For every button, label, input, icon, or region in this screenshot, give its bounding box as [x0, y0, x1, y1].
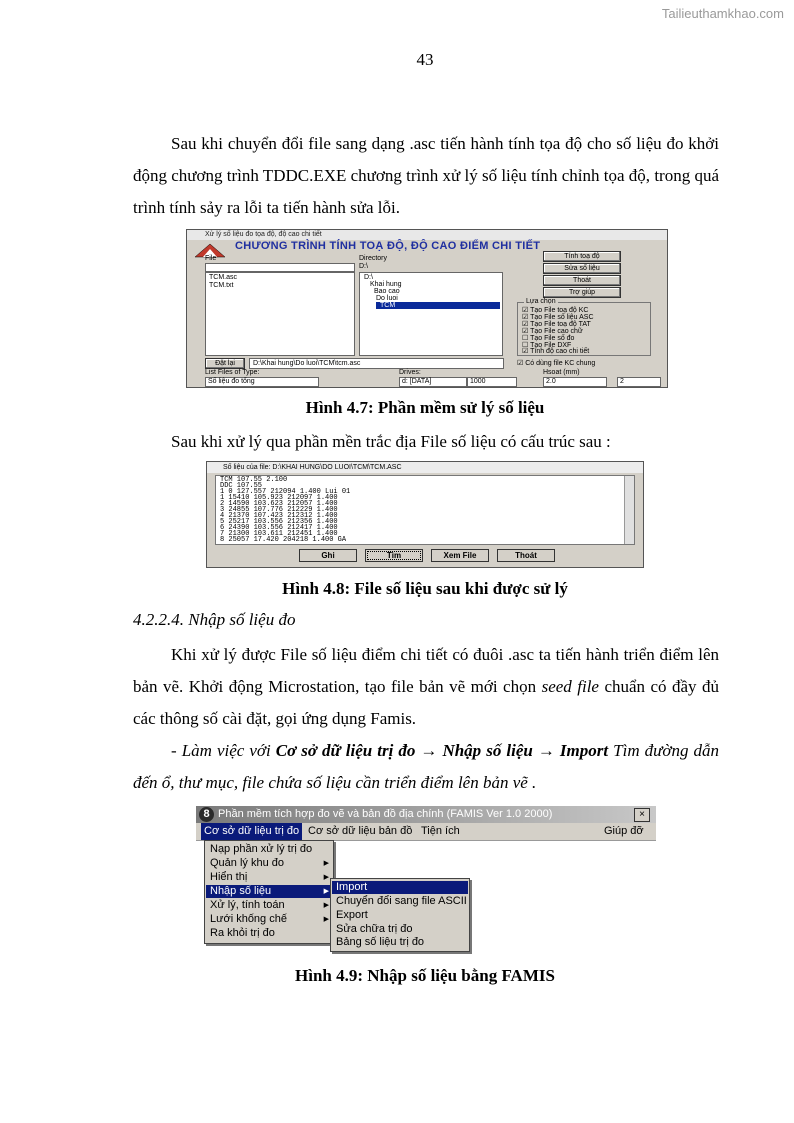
paragraph-3-text: Khi xử lý được File số liệu điểm chi tiết có đuôi .asc ta tiến hành triển điểm lên bản vẽ. Khởi động Microstation, tạo file bản vẽ mới chọn — [133, 645, 719, 696]
section-heading: 4.2.2.4. Nhập số liệu đo — [133, 610, 296, 629]
fig48-window-title: Số liệu của file: D:\KHAI HUNG\DO LUOI\TCM\TCM.ASC — [207, 462, 643, 473]
fig47-dir-item[interactable]: Do luoi — [376, 295, 398, 302]
figure-4-9-screenshot — [196, 806, 656, 954]
paragraph-4-menu-2: Nhập số liệu — [442, 741, 533, 760]
dropdown-item[interactable]: Nạp phần xử lý trị đo — [210, 843, 313, 855]
fig48-row: 8 25057 17.420 204218 1.400 GA — [220, 536, 347, 544]
dropdown-item[interactable]: Hiển thị — [210, 871, 248, 883]
fig47-drives-label: Drives: — [399, 369, 421, 376]
paragraph-3-end: chuẩn có đầy đủ các thông số cài đặt, gọi ứng dụng Famis. — [133, 677, 720, 728]
figure-4-8-caption: Hình 4.8: File số liệu sau khi được sử lý — [282, 579, 568, 598]
submenu-item-selected[interactable]: Import — [332, 881, 468, 894]
fig47-dir-item[interactable]: Bao cao — [374, 288, 400, 295]
paragraph-4-arrow: → — [420, 741, 438, 760]
fig48-row: 6 24390 103.556 212417 1.400 — [220, 524, 338, 532]
page-number: 43 — [416, 50, 434, 69]
submenu-item[interactable]: Bảng số liệu trị đo — [336, 936, 425, 948]
fig47-options-group — [517, 298, 651, 356]
paragraph-2-text: Sau khi xử lý qua phần mền trắc địa File số liệu có cấu trúc sau : — [171, 432, 611, 451]
dropdown-item[interactable]: Lưới khống chế — [210, 913, 287, 925]
fig47-dir-item[interactable]: Khai hung — [370, 281, 402, 288]
fig47-options-label: Lựa chọn — [526, 298, 556, 305]
fig48-row: 1 0 127.557 212094 1.400 Lui 01 — [220, 488, 351, 496]
fig49-menubar — [196, 823, 656, 841]
fig47-option[interactable]: ☑ Tính độ cao chi tiết — [522, 348, 590, 355]
fig48-row: 1 15410 105.923 212097 1.400 — [220, 494, 338, 502]
paragraph-4-menu-3: Import — [559, 741, 609, 760]
fig48-exit-button[interactable]: Thoát — [497, 549, 555, 562]
fig47-option[interactable]: ☐ Tạo File số đo — [522, 335, 575, 342]
submenu-item[interactable]: Sửa chữa trị đo — [336, 923, 413, 935]
fig47-dir-item[interactable]: D:\ — [364, 274, 373, 281]
fig47-compute-button[interactable]: Tính toạ độ — [543, 251, 621, 262]
fig47-height-label: Hsoat (mm) — [543, 369, 580, 376]
fig49-dropdown — [204, 840, 334, 944]
menu-database-maps[interactable]: Cơ sở dữ liệu bản đồ — [308, 825, 413, 837]
fig47-file-label: File — [205, 255, 217, 262]
fig47-exit-button[interactable]: Thoát — [543, 275, 621, 286]
fig47-option[interactable]: ☑ Tạo File toạ độ KC — [522, 307, 589, 314]
fig47-file-item[interactable]: TCM.asc — [209, 274, 237, 281]
fig47-file-input[interactable] — [205, 263, 355, 272]
fig48-scrollbar[interactable] — [624, 476, 634, 544]
fig47-option[interactable]: ☑ Tạo File số liệu ASC — [522, 314, 594, 321]
dropdown-item[interactable]: Xử lý, tính toán — [210, 899, 285, 911]
fig47-option[interactable]: ☑ Tạo File cao chữ — [522, 328, 583, 335]
paragraph-4-menu-1: Cơ sở dữ liệu trị đo — [275, 741, 416, 760]
fig47-file-item[interactable]: TCM.txt — [209, 282, 234, 289]
menu-help[interactable]: Giúp đỡ — [604, 825, 644, 837]
fig48-row: 5 25217 103.556 212356 1.400 — [220, 518, 338, 526]
fig48-row: 4 21370 107.423 212312 1.400 — [220, 512, 338, 520]
submenu-item[interactable]: Chuyển đổi sang file ASCII — [336, 895, 467, 907]
paragraph-3 — [133, 639, 719, 735]
submenu-item[interactable]: Export — [336, 909, 368, 921]
fig48-data-view[interactable] — [215, 475, 635, 545]
paragraph-3-emphasis: seed file — [541, 677, 599, 696]
fig47-reset-button[interactable]: Đặt lại — [205, 358, 245, 369]
fig48-view-file-button[interactable]: Xem File — [431, 549, 489, 562]
fig47-drive-select[interactable]: d: [DATA] — [399, 377, 467, 387]
menu-utilities[interactable]: Tiện ích — [421, 825, 460, 837]
paragraph-4-tail: Tìm đường dẫn đến ổ, thư mục, file chứa số liệu cần triển điểm lên bản vẽ . — [133, 741, 720, 792]
close-icon[interactable]: × — [634, 808, 650, 822]
fig48-save-button[interactable]: Ghi — [299, 549, 357, 562]
fig47-height-input[interactable]: 2.0 — [543, 377, 607, 387]
fig47-dir-path: D:\ — [359, 263, 368, 270]
figure-4-7-caption: Hình 4.7: Phần mềm sử lý số liệu — [305, 398, 545, 417]
fig49-submenu — [330, 878, 470, 952]
fig47-file-list[interactable] — [205, 272, 355, 356]
paragraph-4 — [133, 735, 719, 799]
fig47-help-button[interactable]: Trợ giúp — [543, 287, 621, 298]
fig48-row: 3 24855 107.776 212229 1.400 — [220, 506, 338, 514]
dropdown-item[interactable]: Quản lý khu đo — [210, 857, 284, 869]
watermark: Tailieuthamkhao.com — [661, 6, 784, 21]
figure-4-7-screenshot — [186, 229, 668, 388]
fig47-common-file-check[interactable]: ☑ Có dùng file KC chung — [517, 360, 596, 367]
fig49-window-title: Phần mềm tích hợp đo vẽ và bản đồ địa chính (FAMIS Ver 1.0 2000) — [218, 808, 553, 820]
fig47-list-type-select[interactable]: Số liệu đo tổng — [205, 377, 319, 387]
famis-logo-icon: 8 — [199, 807, 214, 822]
dropdown-item[interactable]: Ra khỏi trị đo — [210, 927, 275, 939]
submenu-arrow-icon: ▶ — [323, 888, 329, 895]
fig47-list-type-label: List Files of Type: — [205, 369, 260, 376]
fig47-dir-item-selected[interactable]: TCM — [376, 302, 500, 309]
fig47-edit-button[interactable]: Sửa số liệu — [543, 263, 621, 274]
figure-4-8-screenshot — [206, 461, 644, 568]
figure-4-9-caption: Hình 4.9: Nhập số liệu bằng FAMIS — [295, 966, 555, 985]
submenu-arrow-icon: ▶ — [323, 902, 329, 909]
paragraph-4-arrow: → — [537, 741, 555, 760]
fig48-row: 7 21300 103.611 212451 1.400 — [220, 530, 338, 538]
dropdown-item-selected[interactable]: Nhập số liệu — [206, 885, 332, 898]
fig47-scale-input[interactable]: 1000 — [467, 377, 517, 387]
submenu-arrow-icon: ▶ — [323, 916, 329, 923]
fig47-dir-list[interactable] — [359, 272, 503, 356]
fig48-find-button[interactable]: Tìm — [365, 549, 423, 562]
fig48-row: DDC 107.55 — [220, 482, 263, 490]
fig47-dir-label: Directory — [359, 255, 388, 262]
fig47-window-title: Xử lý số liệu đo tọa độ, độ cao chi tiết — [187, 230, 667, 240]
paragraph-4-lead: - Làm việc với — [171, 741, 271, 760]
submenu-arrow-icon: ▶ — [323, 874, 329, 881]
fig47-app-title: CHƯƠNG TRÌNH TÍNH TOẠ ĐỘ, ĐỘ CAO ĐIỂM CHI TIẾT — [235, 240, 541, 252]
fig47-option[interactable]: ☑ Tạo File toạ độ TAT — [522, 321, 591, 328]
submenu-arrow-icon: ▶ — [323, 860, 329, 867]
fig47-path-input[interactable]: D:\Khai hung\Do luoi\TCM\tcm.asc — [249, 358, 504, 369]
fig47-option[interactable]: ☐ Tạo File DXF — [522, 342, 572, 349]
paragraph-1-text: Sau khi chuyển đổi file sang dạng .asc tiến hành tính tọa độ cho số liệu đo khởi động chương trình TDDC.EXE chương trình xử lý số liệu tính chỉnh tọa độ, trong quá trình tính sảy ra lỗi ta tiến hành sửa lỗi. — [133, 134, 719, 217]
fig48-row: TCM 107.55 2.100 — [220, 476, 288, 484]
menu-database-measurements[interactable]: Cơ sở dữ liệu trị đo — [201, 823, 302, 840]
paragraph-1 — [133, 128, 719, 224]
fig49-titlebar — [196, 806, 656, 823]
fig48-row: 2 14590 103.623 212057 1.400 — [220, 500, 338, 508]
fig47-extra-input[interactable]: 2 — [617, 377, 661, 387]
paragraph-2 — [133, 426, 719, 458]
